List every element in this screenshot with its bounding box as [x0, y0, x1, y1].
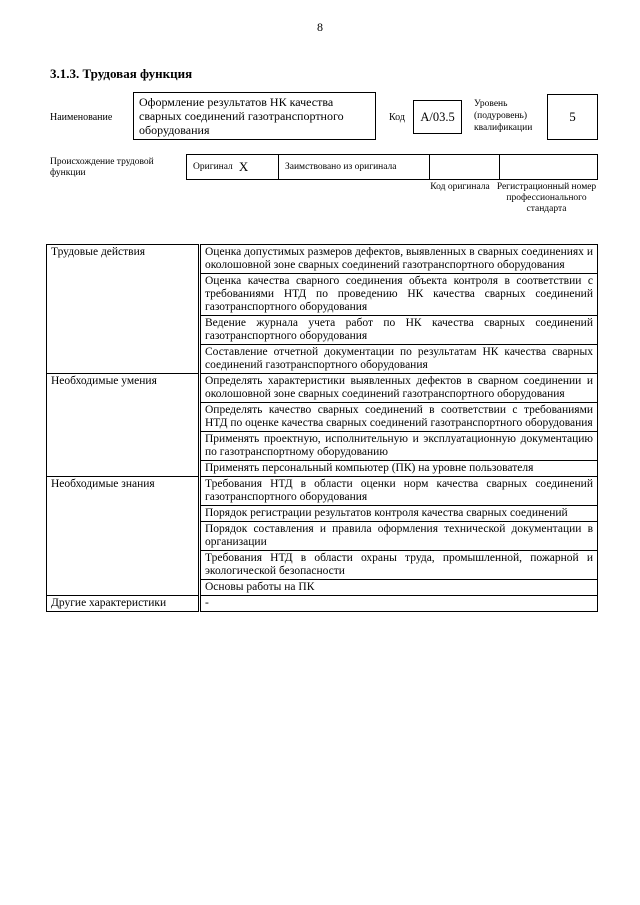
section-item-cell: Определять характеристики выявленных дефектов в сварном соединении и околошовной зоне сварных соединений газотранспортного оборудования [200, 374, 598, 403]
origin-label: Происхождение трудовой функции [50, 157, 154, 178]
registration-number-caption: Регистрационный номер профессионального стандарта [496, 182, 597, 214]
table-row [47, 596, 598, 612]
page-number: 8 [317, 20, 323, 34]
section-item-cell: Определять качество сварных соединений в соответствии с требованиями НТД по оценке качества сварных соединений газотранспортного оборудования [200, 403, 598, 432]
function-name-box: Оформление результатов НК качества сварных соединений газотранспортного оборудования [133, 92, 376, 140]
code-original-caption: Код оригинала [430, 182, 490, 192]
section-title-cell: Необходимые знания [47, 477, 200, 596]
function-table [46, 244, 598, 612]
function-code-box: A/03.5 [413, 100, 462, 134]
section-item-cell: Применять персональный компьютер (ПК) на уровне пользователя [200, 461, 598, 477]
original-mark: X [238, 159, 249, 174]
qualification-level-label: Уровень (подуровень) квалификации [474, 99, 533, 133]
origin-borrowed-cell: Заимствовано из оригинала [279, 155, 430, 179]
section-title: 3.1.3. Трудовая функция [50, 66, 193, 81]
table-row [47, 477, 598, 506]
section-item-cell: Основы работы на ПК [200, 580, 598, 596]
section-item-cell: Требования НТД в области оценки норм качества сварных соединений газотранспортного оборудования [200, 477, 598, 506]
section-item-cell: Порядок регистрации результатов контроля качества сварных соединений [200, 506, 598, 522]
origin-reg-cell [500, 155, 597, 179]
table-row [47, 245, 598, 274]
section-item-cell: Порядок составления и правила оформления технической документации в организации [200, 522, 598, 551]
section-item-cell: Оценка допустимых размеров дефектов, выявленных в сварных соединениях и околошовной зоне сварных соединений газотранспортного оборудования [200, 245, 598, 274]
section-item-cell: Ведение журнала учета работ по НК качества сварных соединений газотранспортного оборудования [200, 316, 598, 345]
section-item-cell: - [200, 596, 598, 612]
code-label: Код [389, 112, 405, 123]
origin-original-cell [187, 155, 279, 179]
section-item-cell: Составление отчетной документации по результатам НК качества сварных соединений газотранспортного оборудования [200, 345, 598, 374]
origin-row [186, 154, 598, 180]
section-title-cell: Необходимые умения [47, 374, 200, 477]
name-label: Наименование [50, 112, 113, 123]
section-item-cell: Оценка качества сварного соединения объекта контроля в соответствии с требованиями НТД по проведению НК качества сварных соединений газотранспортного оборудования [200, 274, 598, 316]
table-row [47, 374, 598, 403]
section-title-cell: Трудовые действия [47, 245, 200, 374]
original-label: Оригинал [193, 162, 233, 172]
section-title-cell: Другие характеристики [47, 596, 200, 612]
origin-code-cell [430, 155, 500, 179]
qualification-level-box: 5 [547, 94, 598, 140]
section-item-cell: Требования НТД в области охраны труда, промышленной, пожарной и экологической безопасности [200, 551, 598, 580]
section-item-cell: Применять проектную, исполнительную и эксплуатационную документацию по газотранспортному оборудованию [200, 432, 598, 461]
